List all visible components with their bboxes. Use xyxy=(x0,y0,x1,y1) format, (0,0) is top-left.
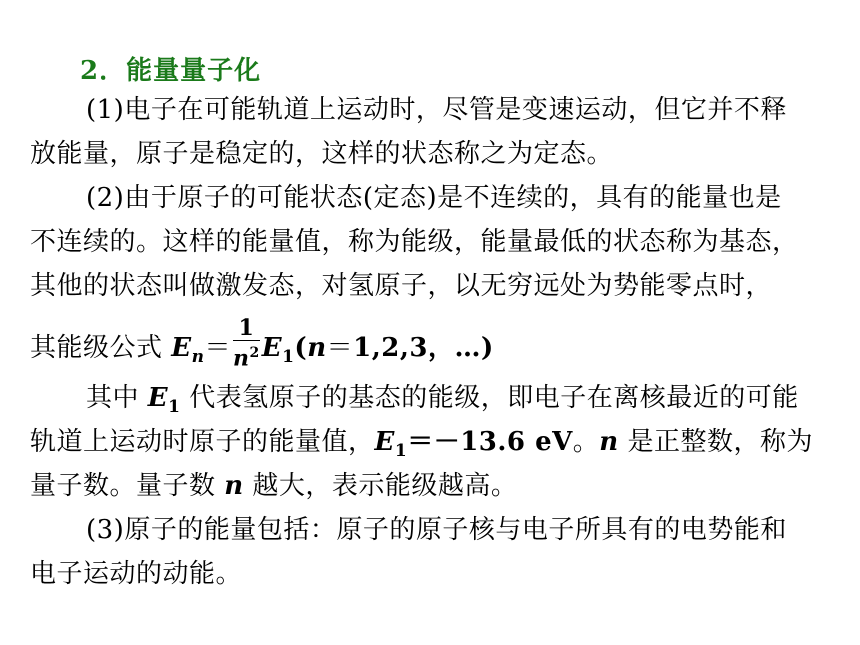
p3-l2-mid: 。 xyxy=(572,427,600,457)
formula-eq: ＝ xyxy=(204,333,231,364)
fraction-den-n: n xyxy=(232,345,250,372)
p4-line-2-text: 电子运动的动能。 xyxy=(30,559,243,589)
energy-formula-line xyxy=(30,315,494,376)
formula-eq2: ＝ xyxy=(326,333,354,364)
formula-E: E xyxy=(171,333,192,364)
p3-l1-prefix: 其中 xyxy=(86,383,148,413)
p2-line-2-text: 不连续的。这样的能量值，称为能级，能量最低的状态称为基态， xyxy=(30,227,799,257)
p3-line-3 xyxy=(30,468,517,504)
formula-fraction xyxy=(233,316,260,370)
p1-line-2-text: 放能量，原子是稳定的，这样的状态称之为定态。 xyxy=(30,139,614,169)
p3-l3-n: n xyxy=(224,471,244,501)
p3-l2-value: ＝－13.6 eV xyxy=(407,427,573,457)
p4-line-2 xyxy=(30,556,242,592)
formula-paren: ( xyxy=(294,333,308,364)
p2-line-3 xyxy=(30,268,772,304)
p2-line-2 xyxy=(30,224,799,260)
p3-l1-suffix: 代表氢原子的基态的能级，即电子在离核最近的可能 xyxy=(180,383,799,413)
formula-prefix: 其能级公式 xyxy=(30,333,172,364)
p3-line-2 xyxy=(30,424,813,463)
formula-E1-sub: 1 xyxy=(282,347,295,368)
formula-E1: E xyxy=(261,333,283,364)
p3-E-sub: 1 xyxy=(168,397,181,417)
section-heading: 2．能量量子化 xyxy=(80,56,262,86)
formula-values: 1,2,3，…) xyxy=(353,333,494,364)
p3-l2-suffix: 是正整数，称为 xyxy=(618,427,813,457)
p1-line-1 xyxy=(86,92,787,128)
fraction-numerator: 1 xyxy=(233,316,260,341)
p1-line-1-text: (1)电子在可能轨道上运动时，尽管是变速运动，但它并不释 xyxy=(86,95,787,125)
p2-line-1 xyxy=(86,180,782,216)
p2-line-3-text: 其他的状态叫做激发态，对氢原子，以无穷远处为势能零点时， xyxy=(30,271,773,301)
formula-n-var: n xyxy=(307,333,327,364)
fraction-den-exp: 2 xyxy=(249,345,260,361)
fraction-denominator xyxy=(233,341,260,370)
p3-l2-E: E xyxy=(374,427,395,457)
p3-l2-prefix: 轨道上运动时原子的能量值， xyxy=(30,427,375,457)
p1-line-2 xyxy=(30,136,613,172)
p4-line-1-text: (3)原子的能量包括：原子的原子核与电子所具有的电势能和 xyxy=(86,515,787,545)
p3-line-1 xyxy=(86,380,799,419)
p3-l2-E-sub: 1 xyxy=(394,441,408,461)
formula-n-sub: n xyxy=(191,347,205,368)
p2-line-1-text: (2)由于原子的可能状态(定态)是不连续的，具有的能量也是 xyxy=(86,183,782,213)
p4-line-1 xyxy=(86,512,787,548)
p3-l3-suffix: 越大，表示能级越高。 xyxy=(243,471,518,501)
p3-l2-n: n xyxy=(599,427,619,457)
p3-l3-prefix: 量子数。量子数 xyxy=(30,471,225,501)
p3-E: E xyxy=(147,383,169,413)
